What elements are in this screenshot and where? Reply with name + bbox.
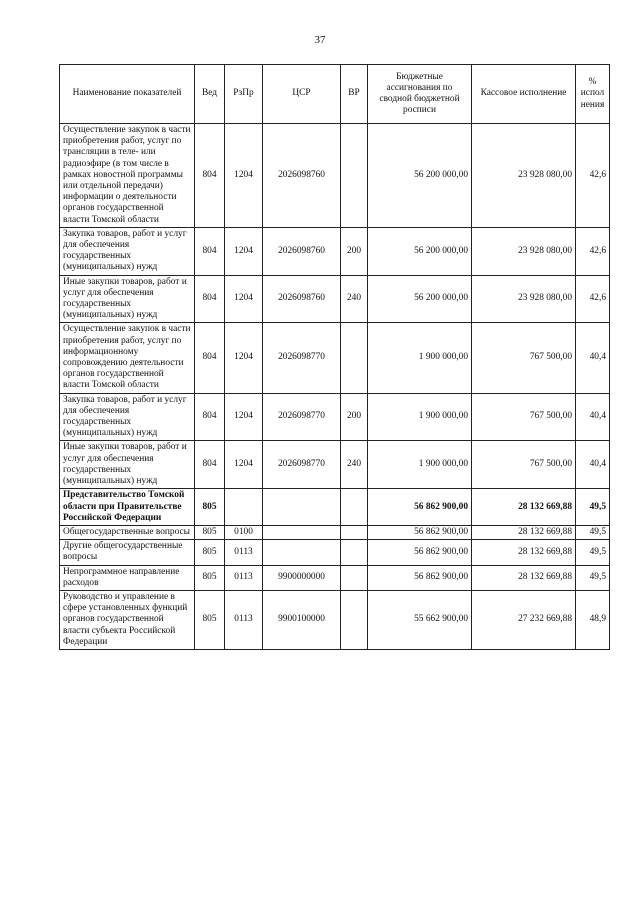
row-assignments: 1 900 000,00 bbox=[368, 441, 472, 489]
header-name: Наименование показателей bbox=[60, 65, 195, 124]
row-ved: 804 bbox=[195, 441, 225, 489]
row-cash-execution: 23 928 080,00 bbox=[472, 124, 576, 228]
row-cash-execution: 23 928 080,00 bbox=[472, 275, 576, 323]
row-rzpr: 0113 bbox=[225, 590, 263, 649]
table-row bbox=[60, 540, 610, 565]
header-ved: Вед bbox=[195, 65, 225, 124]
budget-table bbox=[59, 64, 610, 650]
row-rzpr bbox=[225, 489, 263, 526]
row-name: Закупка товаров, работ и услуг для обеспечения государственных (муниципальных) нужд bbox=[60, 393, 195, 441]
row-csr: 2026098760 bbox=[263, 124, 341, 228]
row-percent: 42,6 bbox=[576, 124, 610, 228]
row-vr bbox=[341, 565, 368, 590]
row-vr bbox=[341, 540, 368, 565]
row-ved: 805 bbox=[195, 489, 225, 526]
row-assignments: 56 862 900,00 bbox=[368, 540, 472, 565]
row-ved: 805 bbox=[195, 565, 225, 590]
row-assignments: 56 200 000,00 bbox=[368, 275, 472, 323]
row-percent: 40,4 bbox=[576, 393, 610, 441]
table-row bbox=[60, 489, 610, 526]
row-rzpr: 1204 bbox=[225, 124, 263, 228]
row-assignments: 1 900 000,00 bbox=[368, 323, 472, 393]
row-percent: 49,5 bbox=[576, 565, 610, 590]
row-percent: 40,4 bbox=[576, 323, 610, 393]
row-assignments: 56 200 000,00 bbox=[368, 227, 472, 275]
row-cash-execution: 28 132 669,88 bbox=[472, 540, 576, 565]
table-row bbox=[60, 227, 610, 275]
row-ved: 804 bbox=[195, 393, 225, 441]
row-vr: 240 bbox=[341, 441, 368, 489]
row-percent: 49,5 bbox=[576, 489, 610, 526]
row-csr: 9900100000 bbox=[263, 590, 341, 649]
table-row bbox=[60, 275, 610, 323]
row-csr bbox=[263, 489, 341, 526]
row-rzpr: 1204 bbox=[225, 275, 263, 323]
row-cash-execution: 28 132 669,88 bbox=[472, 525, 576, 539]
row-cash-execution: 767 500,00 bbox=[472, 393, 576, 441]
table-row bbox=[60, 441, 610, 489]
header-csr: ЦСР bbox=[263, 65, 341, 124]
row-rzpr: 1204 bbox=[225, 393, 263, 441]
table-row bbox=[60, 590, 610, 649]
row-cash-execution: 767 500,00 bbox=[472, 323, 576, 393]
header-vr: ВР bbox=[341, 65, 368, 124]
row-name: Осуществление закупок в части приобретения работ, услуг по трансляции в теле- или радиоэфире (в том числе в рамках новостной программы или отдельной передачи) информации о деятельности органов государственной власти Томской области bbox=[60, 124, 195, 228]
table-row bbox=[60, 323, 610, 393]
row-rzpr: 0113 bbox=[225, 565, 263, 590]
row-rzpr: 1204 bbox=[225, 323, 263, 393]
row-name: Представительство Томской области при Правительстве Российской Федерации bbox=[60, 489, 195, 526]
row-name: Руководство и управление в сфере установленных функций органов государственной власти субъекта Российской Федерации bbox=[60, 590, 195, 649]
row-csr: 2026098770 bbox=[263, 441, 341, 489]
header-assignments: Бюджетные ассигнования по сводной бюджетной росписи bbox=[368, 65, 472, 124]
row-csr: 2026098770 bbox=[263, 323, 341, 393]
row-cash-execution: 23 928 080,00 bbox=[472, 227, 576, 275]
row-csr: 9900000000 bbox=[263, 565, 341, 590]
row-ved: 804 bbox=[195, 323, 225, 393]
header-percent: % испол нения bbox=[576, 65, 610, 124]
row-csr: 2026098760 bbox=[263, 275, 341, 323]
row-name: Иные закупки товаров, работ и услуг для обеспечения государственных (муниципальных) нужд bbox=[60, 275, 195, 323]
row-cash-execution: 28 132 669,88 bbox=[472, 565, 576, 590]
row-ved: 805 bbox=[195, 540, 225, 565]
row-vr: 200 bbox=[341, 227, 368, 275]
row-percent: 42,6 bbox=[576, 227, 610, 275]
table-row bbox=[60, 124, 610, 228]
row-vr bbox=[341, 590, 368, 649]
row-cash-execution: 28 132 669,88 bbox=[472, 489, 576, 526]
row-assignments: 55 662 900,00 bbox=[368, 590, 472, 649]
row-csr bbox=[263, 540, 341, 565]
row-assignments: 1 900 000,00 bbox=[368, 393, 472, 441]
row-vr bbox=[341, 124, 368, 228]
row-vr bbox=[341, 323, 368, 393]
row-csr: 2026098760 bbox=[263, 227, 341, 275]
row-name: Общегосударственные вопросы bbox=[60, 525, 195, 539]
row-percent: 42,6 bbox=[576, 275, 610, 323]
row-name: Закупка товаров, работ и услуг для обеспечения государственных (муниципальных) нужд bbox=[60, 227, 195, 275]
row-assignments: 56 862 900,00 bbox=[368, 525, 472, 539]
row-ved: 805 bbox=[195, 590, 225, 649]
row-percent: 49,5 bbox=[576, 540, 610, 565]
row-vr: 240 bbox=[341, 275, 368, 323]
table-row bbox=[60, 393, 610, 441]
table-row bbox=[60, 565, 610, 590]
row-csr: 2026098770 bbox=[263, 393, 341, 441]
row-assignments: 56 862 900,00 bbox=[368, 565, 472, 590]
row-cash-execution: 767 500,00 bbox=[472, 441, 576, 489]
row-ved: 804 bbox=[195, 227, 225, 275]
row-ved: 804 bbox=[195, 275, 225, 323]
row-vr: 200 bbox=[341, 393, 368, 441]
row-ved: 804 bbox=[195, 124, 225, 228]
row-vr bbox=[341, 525, 368, 539]
row-name: Непрограммное направление расходов bbox=[60, 565, 195, 590]
row-vr bbox=[341, 489, 368, 526]
row-rzpr: 1204 bbox=[225, 441, 263, 489]
table-row bbox=[60, 525, 610, 539]
row-rzpr: 1204 bbox=[225, 227, 263, 275]
row-rzpr: 0100 bbox=[225, 525, 263, 539]
row-csr bbox=[263, 525, 341, 539]
header-cash-execution: Кассовое исполнение bbox=[472, 65, 576, 124]
header-rzpr: РзПр bbox=[225, 65, 263, 124]
row-name: Другие общегосударственные вопросы bbox=[60, 540, 195, 565]
row-cash-execution: 27 232 669,88 bbox=[472, 590, 576, 649]
row-assignments: 56 200 000,00 bbox=[368, 124, 472, 228]
row-percent: 48,9 bbox=[576, 590, 610, 649]
row-percent: 49,5 bbox=[576, 525, 610, 539]
row-name: Осуществление закупок в части приобретения работ, услуг по информационному сопровождению деятельности органов государственной власти Томской области bbox=[60, 323, 195, 393]
row-assignments: 56 862 900,00 bbox=[368, 489, 472, 526]
row-percent: 40,4 bbox=[576, 441, 610, 489]
page-number: 37 bbox=[314, 34, 326, 46]
row-rzpr: 0113 bbox=[225, 540, 263, 565]
table-header-row bbox=[60, 65, 610, 124]
row-name: Иные закупки товаров, работ и услуг для обеспечения государственных (муниципальных) нужд bbox=[60, 441, 195, 489]
row-ved: 805 bbox=[195, 525, 225, 539]
